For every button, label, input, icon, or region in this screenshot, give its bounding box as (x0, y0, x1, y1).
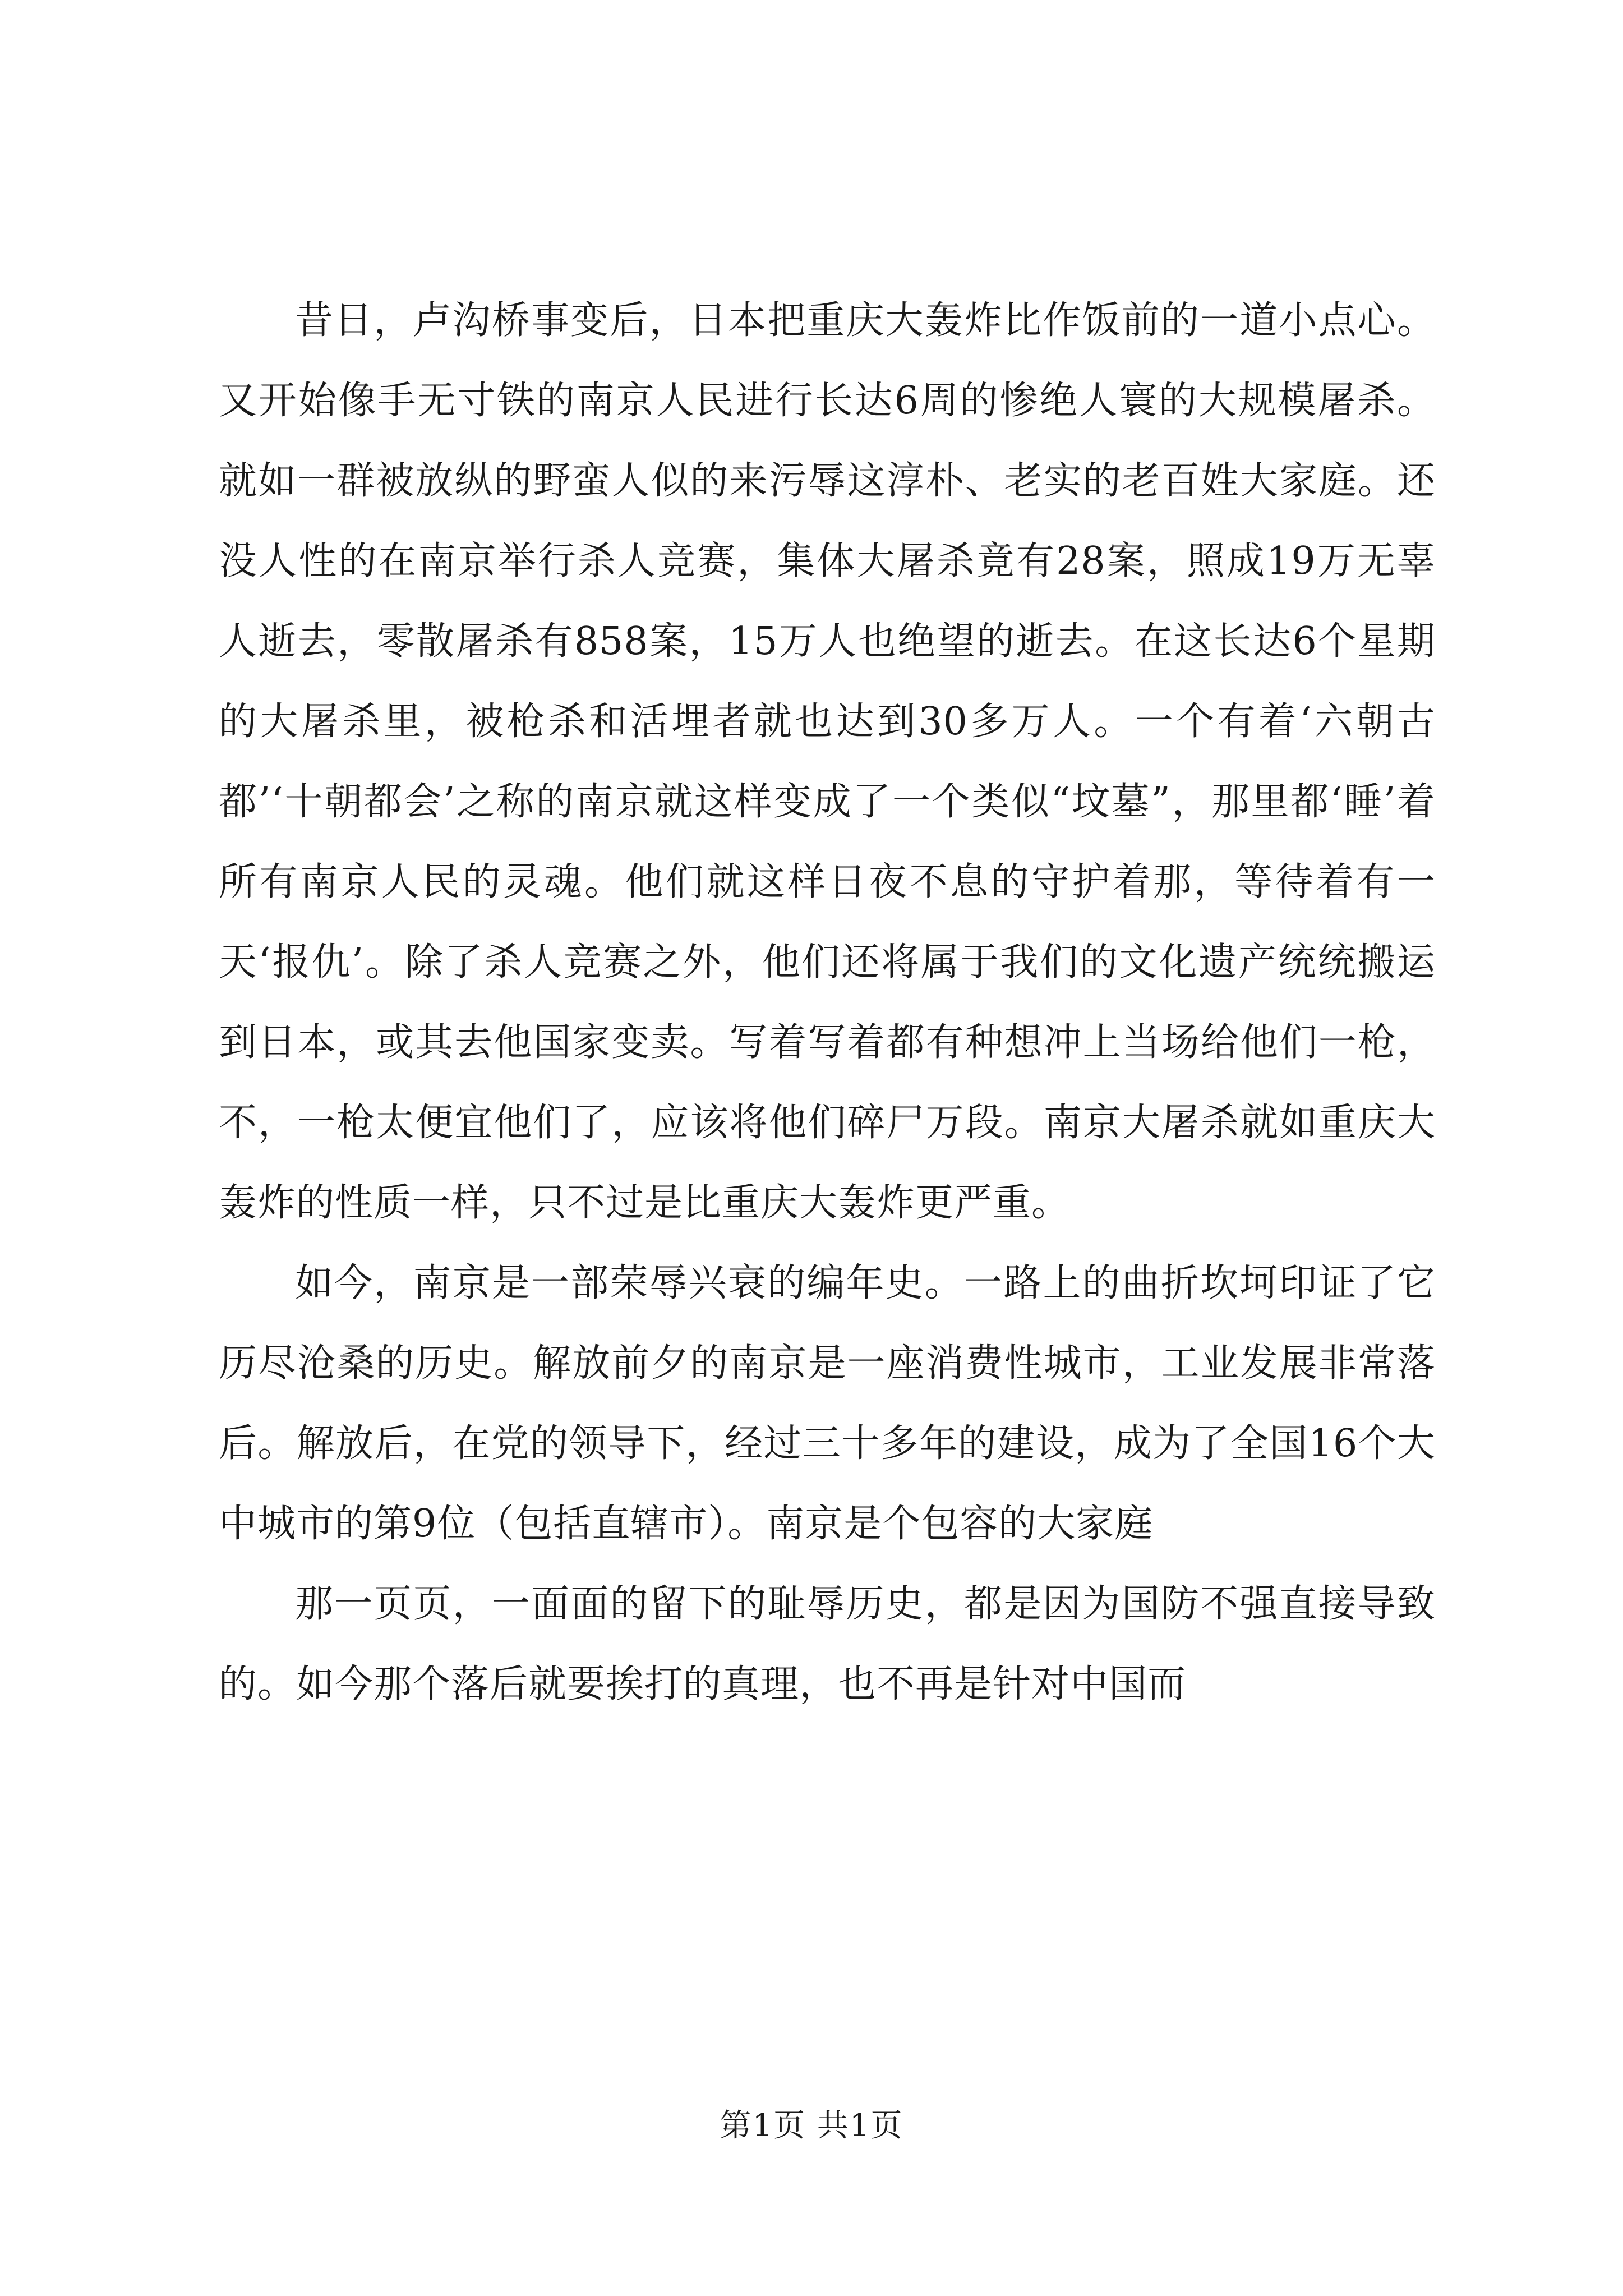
paragraph-3: 那一页页，一面面的留下的耻辱历史，都是因为国防不强直接导致的。如今那个落后就要挨打的真理，也不再是针对中国而 (219, 1582, 1436, 1706)
paragraph-2: 如今，南京是一部荣辱兴衰的编年史。一路上的曲折坎坷印证了它历尽沧桑的历史。解放前夕的南京是一座消费性城市，工业发展非常落后。解放后，在党的领导下，经过三十多年的建设，成为了全国16个大中城市的第9位（包括直辖市）。南京是个包容的大家庭 (219, 1261, 1436, 1546)
page-footer: 第1页 共1页 (720, 2108, 903, 2144)
paragraph-1: 昔日，卢沟桥事变后，日本把重庆大轰炸比作饭前的一道小点心。又开始像手无寸铁的南京人民进行长达6周的惨绝人寰的大规模屠杀。就如一群被放纵的野蛮人似的来污辱这淳朴、老实的老百姓大家庭。还没人性的在南京举行杀人竞赛，集体大屠杀竟有28案，照成19万无辜人逝去，零散屠杀有858案，15万人也绝望的逝去。在这长达6个星期的大屠杀里，被枪杀和活埋者就也达到30多万人。一个有着‘六朝古都’‘十朝都会’之称的南京就这样变成了一个类似“坟墓”，那里都‘睡’着所有南京人民的灵魂。他们就这样日夜不息的守护着那，等待着有一天‘报仇’。除了杀人竞赛之外，他们还将属于我们的文化遗产统统搬运到日本，或其去他国家变卖。写着写着都有种想冲上当场给他们一枪，不，一枪太便宜他们了，应该将他们碎尸万段。南京大屠杀就如重庆大轰炸的性质一样，只不过是比重庆大轰炸更严重。 (219, 298, 1436, 1225)
document-body (219, 280, 1436, 1724)
